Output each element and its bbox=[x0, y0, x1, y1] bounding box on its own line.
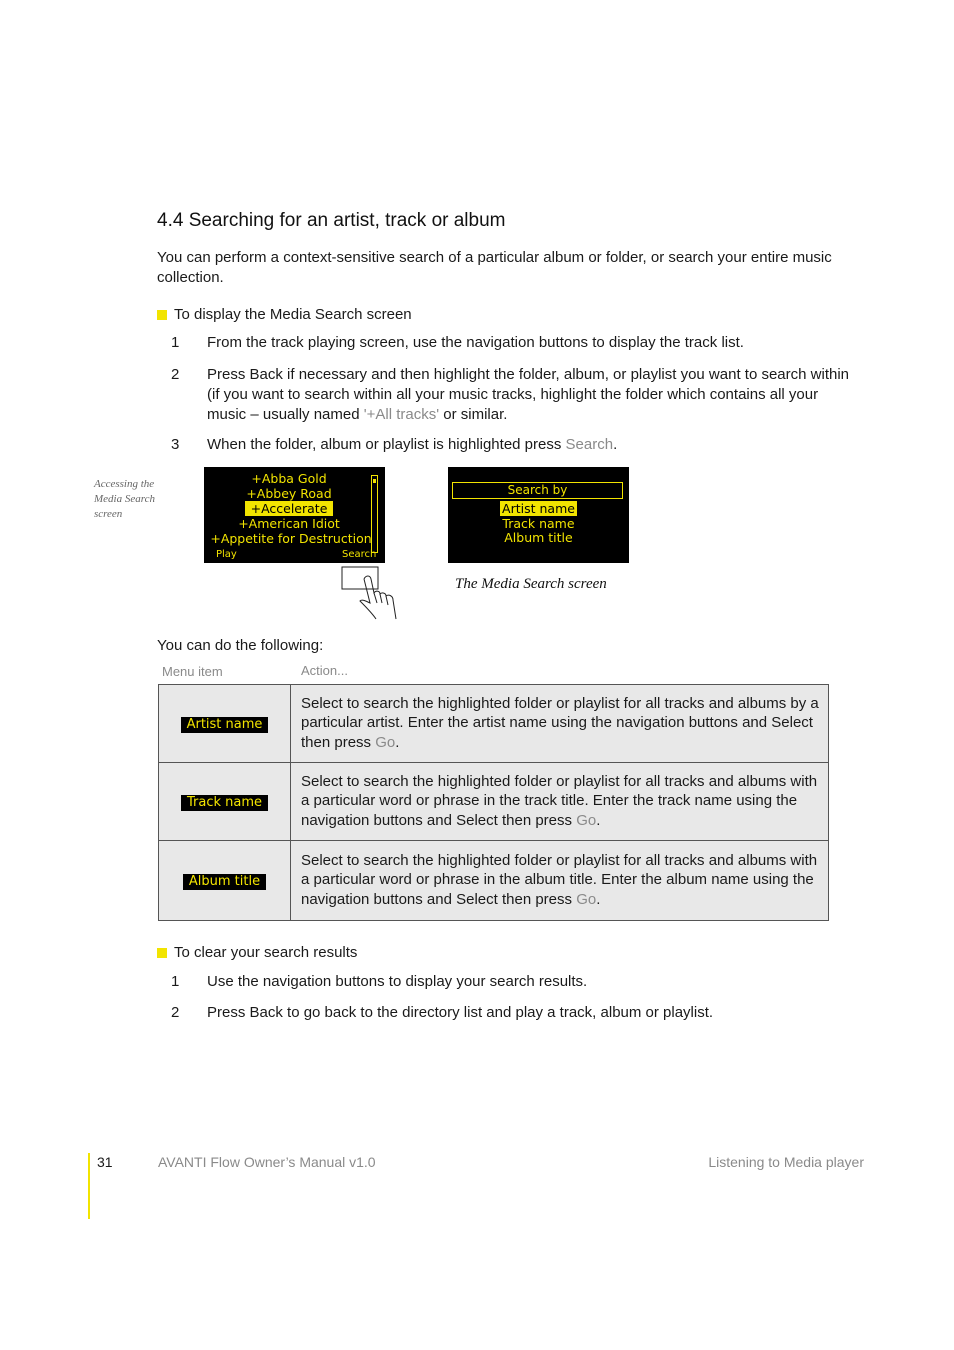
table-intro: You can do the following: bbox=[157, 637, 324, 654]
clear-task-title: To clear your search results bbox=[174, 944, 358, 961]
clear-step-1 bbox=[171, 972, 861, 992]
column-header-menu: Menu item bbox=[162, 664, 223, 679]
menu-options-table bbox=[158, 684, 829, 921]
track-list-item: +Abba Gold bbox=[251, 471, 327, 486]
figure-caption-right: The Media Search screen bbox=[455, 576, 607, 592]
display-task-title: To display the Media Search screen bbox=[174, 306, 412, 323]
clear-step-2 bbox=[171, 1003, 861, 1023]
all-tracks-label: '+All tracks' bbox=[363, 406, 440, 423]
action-cell: Select to search the highlighted folder or playlist for all tracks and albums with a particular word or phrase in the track title. Enter the track name using the navigation buttons and Select then press Go. bbox=[291, 763, 829, 841]
step-text: When the folder, album or playlist is highlighted press Search. bbox=[207, 436, 618, 453]
action-cell: Select to search the highlighted folder or playlist for all tracks and albums with a particular word or phrase in the album title. Enter the album name using the navigation buttons and Select then press Go. bbox=[291, 841, 829, 921]
yellow-square-icon bbox=[157, 310, 167, 320]
go-key-label: Go bbox=[375, 733, 396, 751]
softkey-play: Play bbox=[216, 549, 237, 560]
figure-caption-left: Accessing the Media Search screen bbox=[94, 478, 155, 520]
page-number: 31 bbox=[97, 1154, 113, 1170]
display-step-3 bbox=[171, 435, 861, 455]
step-text: Press Back if necessary and then highlight the folder, album, or playlist you want to search within (if you want to search within all your music tracks, highlight the folder which contains all your music – usually named '+All tracks' or similar. bbox=[207, 366, 850, 423]
menu-cell bbox=[159, 763, 291, 841]
display-task-heading bbox=[157, 306, 412, 323]
search-by-title: Search by bbox=[452, 482, 623, 499]
search-option: Album title bbox=[504, 530, 573, 545]
yellow-square-icon bbox=[157, 948, 167, 958]
display-step-2 bbox=[171, 365, 861, 425]
column-header-action: Action... bbox=[301, 663, 348, 678]
table-row bbox=[159, 763, 829, 841]
softkey-search: Search bbox=[342, 549, 377, 560]
step-number: 2 bbox=[171, 1004, 180, 1021]
step-text: From the track playing screen, use the navigation buttons to display the track list. bbox=[207, 334, 744, 351]
track-list-item: +Appetite for Destruction bbox=[210, 531, 372, 546]
scrollbar bbox=[371, 475, 378, 553]
section-heading: 4.4 Searching for an artist, track or album bbox=[157, 210, 506, 231]
search-option: Track name bbox=[502, 516, 575, 531]
step-number: 1 bbox=[171, 973, 180, 990]
menu-item-chip: Track name bbox=[181, 795, 268, 811]
track-list-item: +American Idiot bbox=[238, 516, 340, 531]
action-cell: Select to search the highlighted folder or playlist for all tracks and albums by a particular artist. Enter the artist name using the navigation buttons and Select then press Go. bbox=[291, 685, 829, 763]
menu-item-chip: Artist name bbox=[181, 717, 269, 733]
intro-paragraph: You can perform a context-sensitive search of a particular album or folder, or search your entire music collection. bbox=[157, 249, 832, 286]
search-key-label: Search bbox=[565, 436, 614, 453]
clear-task-heading bbox=[157, 944, 357, 961]
table-row bbox=[159, 841, 829, 921]
go-key-label: Go bbox=[576, 811, 597, 829]
footer-manual-title: AVANTI Flow Owner’s Manual v1.0 bbox=[158, 1154, 376, 1170]
step-text: Use the navigation buttons to display your search results. bbox=[207, 973, 588, 990]
display-step-1 bbox=[171, 333, 861, 353]
footer-accent-bar bbox=[88, 1153, 90, 1219]
step-number: 3 bbox=[171, 436, 180, 453]
step-number: 1 bbox=[171, 334, 180, 351]
menu-cell bbox=[159, 685, 291, 763]
track-list-item-highlighted: +Accelerate bbox=[204, 501, 374, 516]
step-number: 2 bbox=[171, 366, 180, 383]
search-option-highlighted: Artist name bbox=[502, 501, 575, 516]
footer-chapter: Listening to Media player bbox=[708, 1154, 864, 1170]
pointing-hand-icon bbox=[336, 563, 406, 623]
table-row bbox=[159, 685, 829, 763]
menu-item-chip: Album title bbox=[183, 874, 266, 890]
go-key-label: Go bbox=[576, 890, 597, 908]
menu-cell bbox=[159, 841, 291, 921]
track-list-screen bbox=[204, 467, 385, 563]
media-search-screen bbox=[448, 467, 629, 563]
track-list-item: +Abbey Road bbox=[246, 486, 332, 501]
step-text: Press Back to go back to the directory list and play a track, album or playlist. bbox=[207, 1004, 714, 1021]
